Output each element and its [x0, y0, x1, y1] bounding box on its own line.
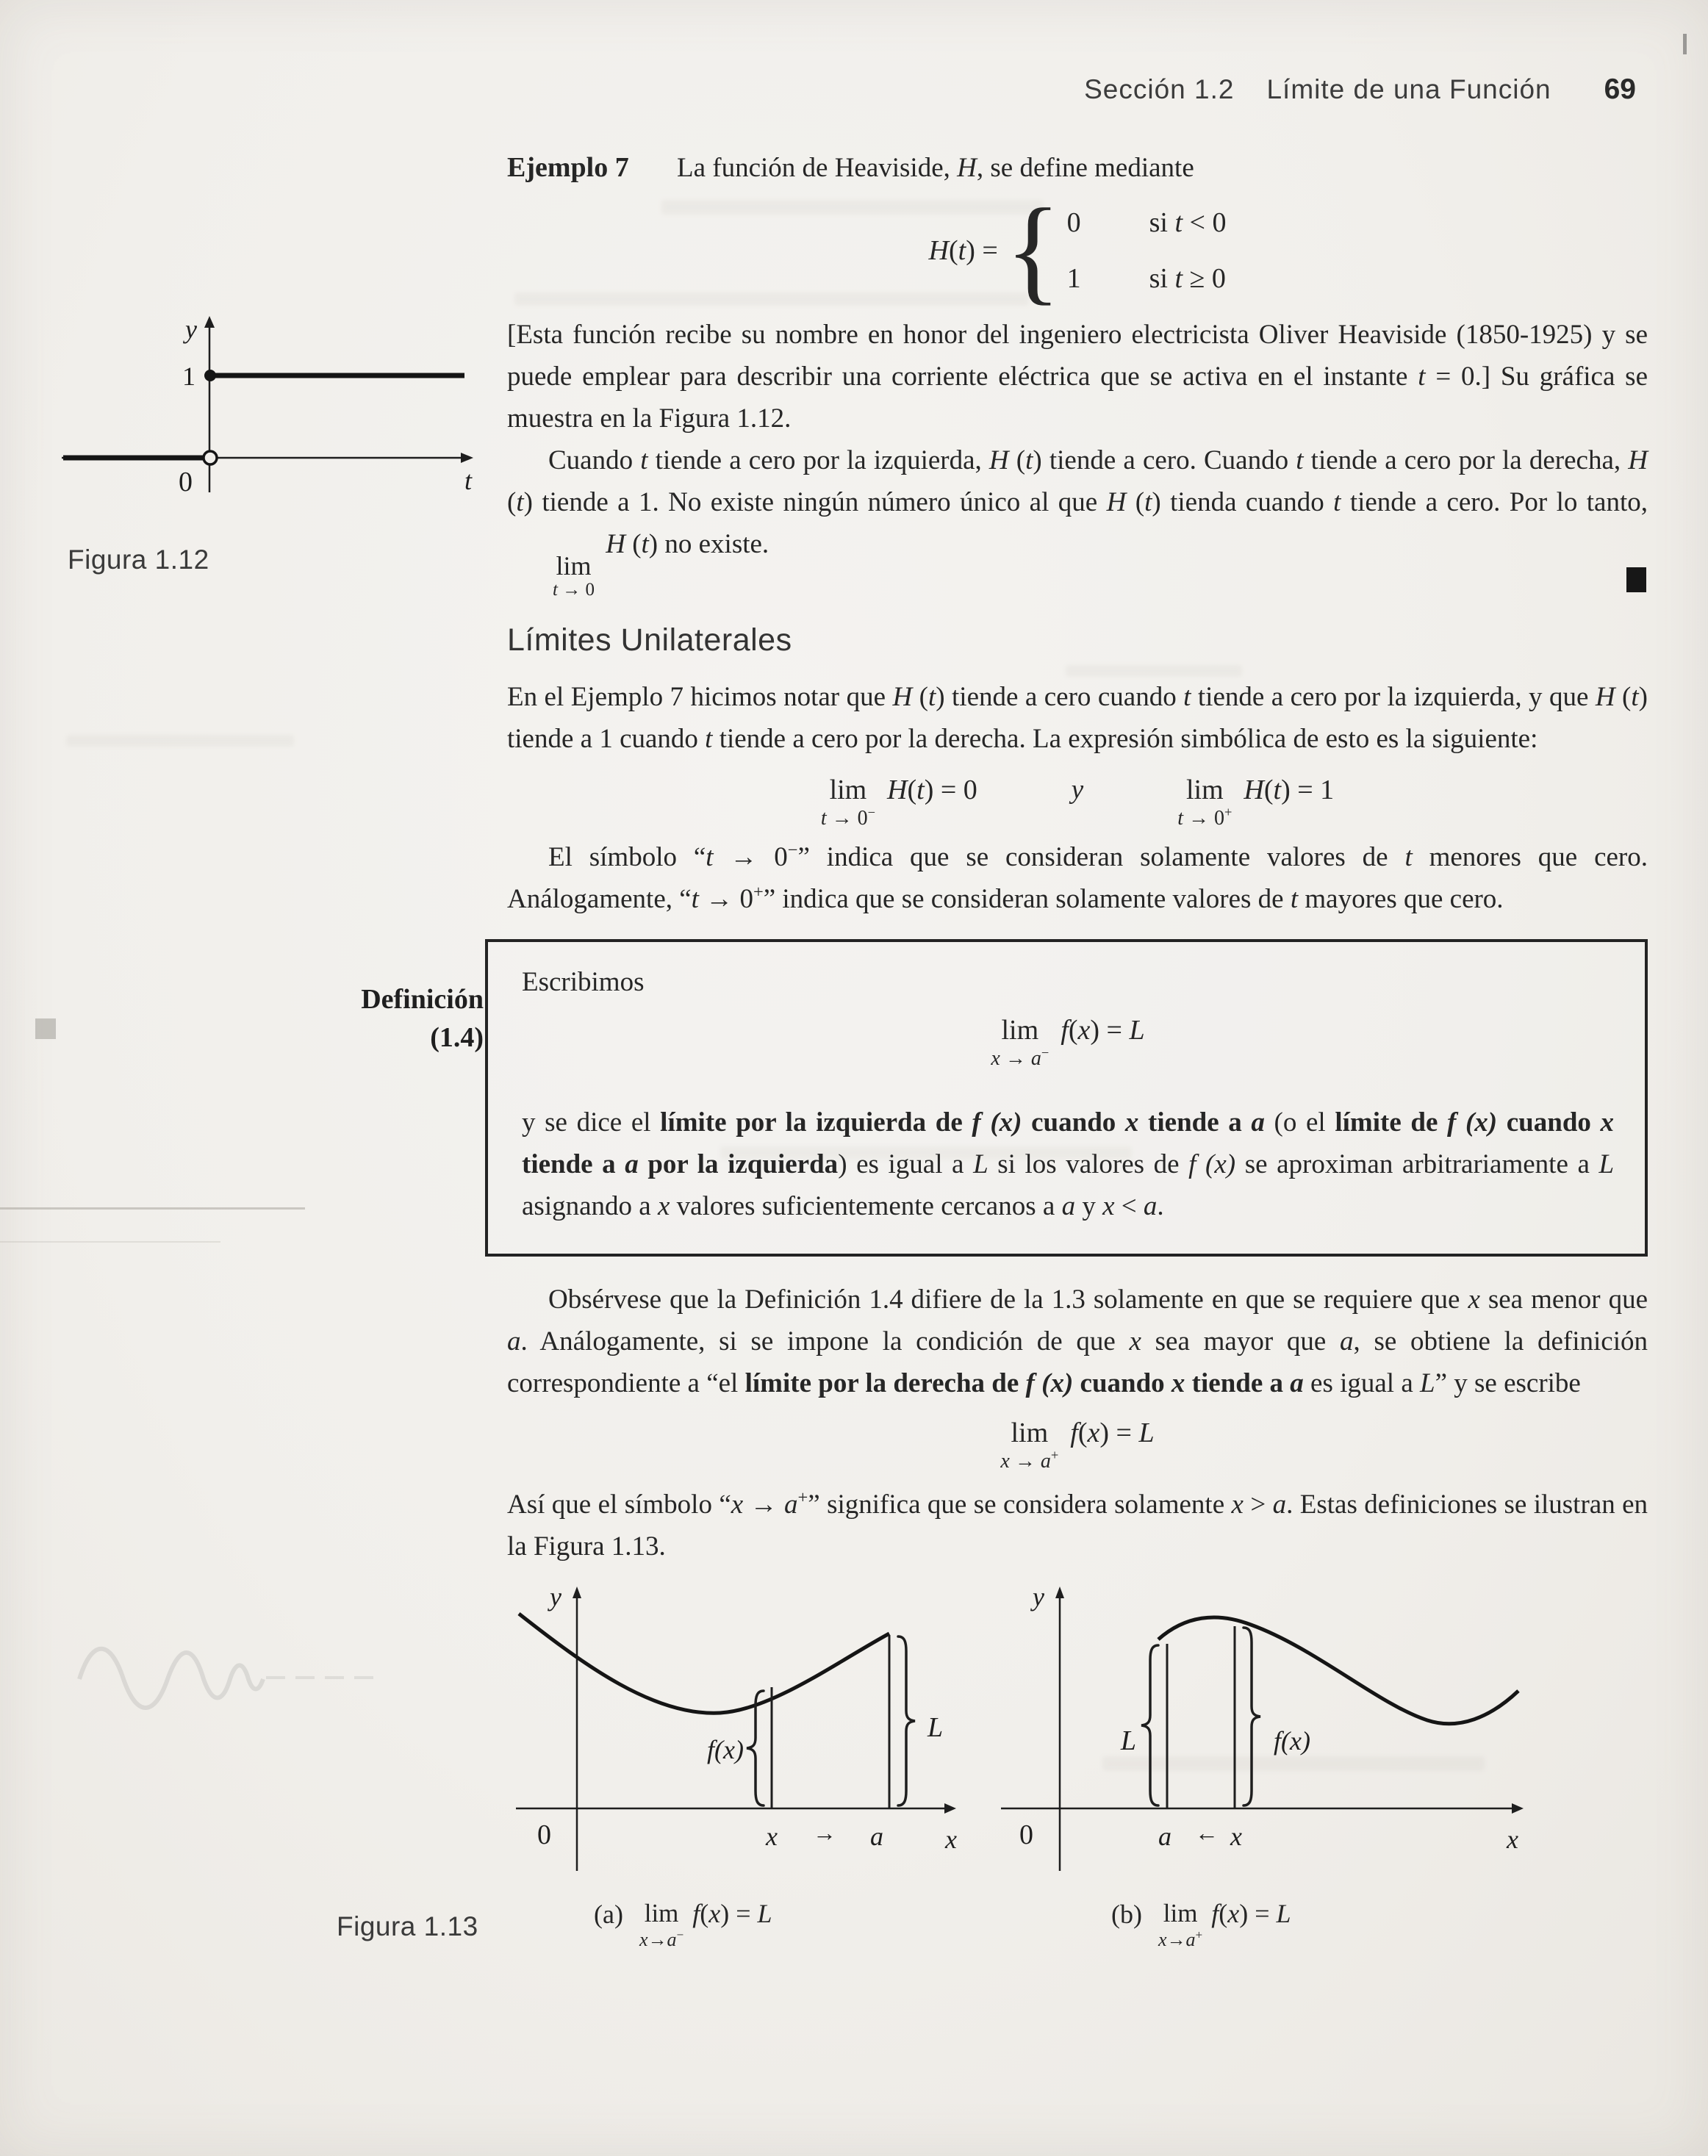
y-axis-arrow-icon — [204, 316, 215, 328]
example-label: Ejemplo 7 — [507, 152, 629, 183]
open-point — [204, 451, 217, 464]
scan-line-artifact — [0, 1207, 305, 1210]
left-limit: lim t → 0− H(t) = 0 — [820, 775, 977, 830]
figure-1-12-caption: Figura 1.12 — [68, 545, 209, 575]
paragraph-text: Cuando t tiende a cero por la izquierda, H (t) tiende a cero. Cuando t tiende a cero por la derecha, H (t) tiende a 1. No existe ningún número único al que H (t) tienda cuando t tiende a cero. Por lo tanto, — [507, 445, 1648, 517]
figure-1-13-caption: Figura 1.13 — [337, 1911, 478, 1941]
x-axis-arrow-icon — [1512, 1803, 1524, 1814]
figure-1-13 — [337, 1573, 1648, 1999]
example-paragraph-limits — [507, 439, 1648, 600]
page-header — [1084, 73, 1636, 106]
right-limit-graph — [992, 1573, 1536, 1897]
L-brace — [1141, 1645, 1158, 1805]
one-sided-limits-display — [507, 773, 1648, 830]
symbol-paragraph: El símbolo “t → 0−” indica que se consideran solamente valores de t menores que cero. Análogamente, “t → 0+” indica que se consideran solamente valores de t mayores que cero. — [507, 840, 1648, 914]
y-axis-arrow-icon — [1055, 1587, 1064, 1598]
origin-label: 0 — [179, 467, 193, 497]
figure-1-12 — [53, 307, 487, 575]
closed-point — [204, 370, 216, 381]
section-number: Sección 1.2 — [1084, 74, 1235, 104]
definition-box — [485, 939, 1648, 1257]
case-row — [1067, 262, 1227, 295]
pen-squiggle-artifact — [73, 1628, 397, 1723]
heaviside-definition-equation — [507, 184, 1648, 316]
right-limit-equation: lim x → a+ f(x) = L — [1000, 1417, 1155, 1473]
x-tick-label: x — [766, 1822, 778, 1851]
heaviside-graph — [53, 307, 487, 528]
left-limit-definition-equation: lim x → a− f(x) = L — [991, 1015, 1145, 1070]
inline-limit-notation: lim t → 0 — [553, 551, 595, 600]
scan-spot-artifact — [1683, 34, 1687, 54]
a-tick-label: a — [1158, 1822, 1171, 1851]
bleed-through-smudge — [66, 735, 294, 747]
t-axis-label: t — [464, 466, 473, 495]
x-axis-arrow-icon — [944, 1803, 956, 1814]
y-axis-arrow-icon — [573, 1587, 581, 1598]
function-curve — [519, 1614, 889, 1713]
page-number: 69 — [1604, 73, 1636, 105]
x-tick-label: x — [1230, 1822, 1242, 1851]
y-axis-label: y — [1033, 1582, 1044, 1611]
definition-label: Definición (1.4) — [361, 984, 484, 1053]
approach-arrow: → — [813, 1819, 836, 1846]
example-heading-line — [507, 147, 1648, 189]
right-limit: lim t → 0+ H(t) = 1 — [1177, 775, 1335, 830]
x-axis-label: x — [1507, 1825, 1518, 1854]
case-value: 0 — [1066, 207, 1081, 238]
case-condition: si t < 0 — [1149, 207, 1227, 238]
origin-label: 0 — [1019, 1819, 1033, 1850]
case-value: 1 — [1066, 263, 1081, 294]
unilateral-paragraph: En el Ejemplo 7 hicimos notar que H (t) tiende a cero cuando t tiende a cero por la izquierda, y que H (t) tiende a 1 cuando t tiende a cero por la derecha. La expresión simbólica de esto es la siguiente: — [507, 682, 1648, 754]
section-title: Límite de una Función — [1266, 74, 1551, 104]
example-intro: La función de Heaviside, H, se define mediante — [676, 153, 1194, 183]
function-curve — [1158, 1617, 1518, 1724]
asi-paragraph: Así que el símbolo “x → a+” significa que se considera solamente x > a. Estas definiciones se ilustran en la Figura 1.13. — [507, 1487, 1648, 1562]
y-axis-label: y — [550, 1582, 561, 1611]
y-axis-label: y — [185, 315, 197, 344]
example-paragraph-history: [Esta función recibe su nombre en honor del ingeniero electricista Oliver Heaviside (1850-1925) y se puede emplear para describir una corriente eléctrica que se activa en el instante t = 0.] Su gráfica se muestra en la Figura 1.12. — [507, 320, 1648, 434]
case-row — [1067, 206, 1227, 240]
main-text-column — [337, 147, 1648, 1999]
graph-b-caption: (b) lim x→a+ f(x) = L — [1111, 1899, 1291, 1950]
observe-paragraph: Obsérvese que la Definición 1.4 difiere de la 1.3 solamente en que se requiere que x sea menor que a. Análogamente, si se impone la condición de que x sea mayor que a, se obtiene la definición correspondiente a “el límite por la derecha de f (x) cuando x tiende a a es igual a L” y se escribe — [507, 1284, 1648, 1398]
definition-1-4 — [361, 939, 1648, 1257]
paragraph-text: H (t) no existe. — [606, 529, 769, 559]
definition-intro: Escribimos — [522, 967, 645, 997]
L-brace — [898, 1636, 915, 1805]
graph-a-caption: (a) lim x→a− f(x) = L — [594, 1899, 772, 1950]
fx-label: f(x) — [707, 1735, 744, 1764]
end-of-example-marker — [1626, 567, 1646, 592]
left-limit-graph — [507, 1573, 963, 1897]
one-tick-label: 1 — [182, 362, 195, 391]
equation-lhs: H(t) = — [928, 235, 998, 266]
approach-arrow: ← — [1195, 1819, 1219, 1846]
definition-body: y se dice el límite por la izquierda de f (x) cuando x tiende a a (o el límite de f (x) cuando x tiende a a por la izquierda) es igual a L si los valores de f (x) se aproximan arbitrariamente a L asignando a x valores suficientemente cercanos a a y x < a. — [522, 1107, 1615, 1221]
scan-spot-artifact — [35, 1018, 56, 1039]
L-label: L — [1120, 1725, 1136, 1756]
subsection-heading: Límites Unilaterales — [507, 622, 792, 658]
fx-brace — [1244, 1628, 1260, 1805]
L-label: L — [927, 1712, 944, 1743]
t-axis-arrow-icon — [461, 453, 473, 463]
cases-brace: { — [1005, 184, 1061, 316]
conjunction: y — [1071, 775, 1084, 805]
case-condition: si t ≥ 0 — [1149, 263, 1226, 294]
scan-line-artifact — [0, 1241, 220, 1243]
cases-rows — [1067, 206, 1227, 295]
x-axis-label: x — [945, 1825, 957, 1854]
a-tick-label: a — [870, 1822, 883, 1851]
origin-label: 0 — [537, 1819, 551, 1850]
fx-label: f(x) — [1274, 1726, 1310, 1756]
